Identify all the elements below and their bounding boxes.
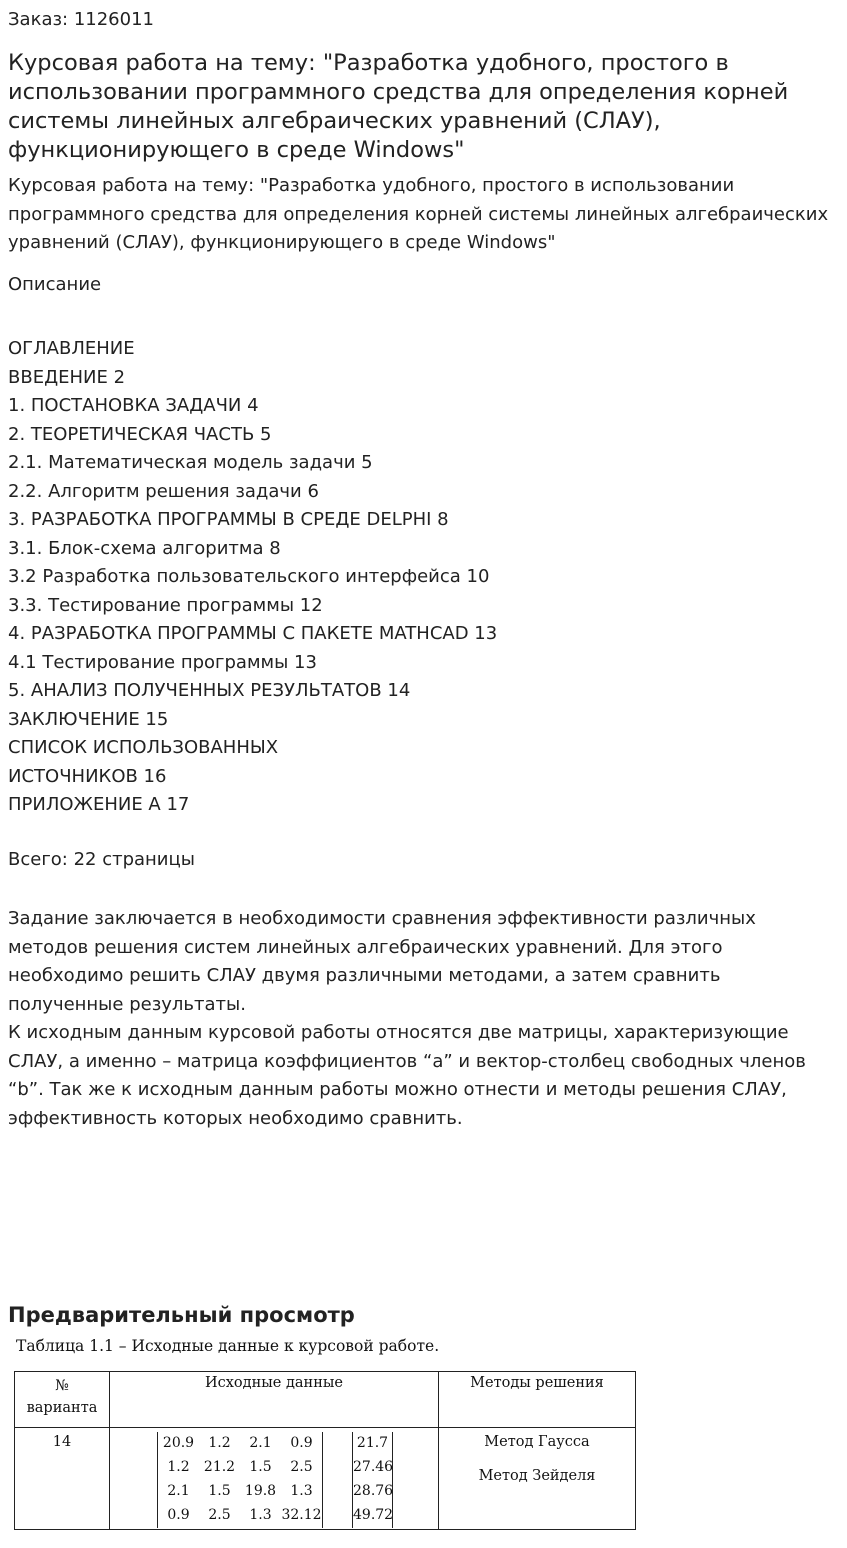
matrix-row <box>158 1456 322 1480</box>
data-cell <box>110 1428 439 1530</box>
toc-item: 4. РАЗРАБОТКА ПРОГРАММЫ С ПАКЕТЕ MATHCAD 13 <box>8 623 498 644</box>
table-caption: Таблица 1.1 – Исходные данные к курсовой работе. <box>16 1337 440 1355</box>
toc-item: ОГЛАВЛЕНИЕ <box>8 338 135 359</box>
table-header-row <box>15 1372 636 1428</box>
matrix-row <box>158 1504 322 1528</box>
matrix-cell: 1.5 <box>249 1459 272 1475</box>
matrix-cell: 1.3 <box>249 1507 272 1523</box>
header-data: Исходные данные <box>110 1372 439 1428</box>
matrix-cell: 1.5 <box>208 1483 231 1499</box>
vector-cell: 27.46 <box>353 1459 394 1475</box>
toc-item: 1. ПОСТАНОВКА ЗАДАЧИ 4 <box>8 395 259 416</box>
matrix-cell: 0.9 <box>290 1435 313 1451</box>
vector-cell: 28.76 <box>353 1483 394 1499</box>
toc-item: ПРИЛОЖЕНИЕ А 17 <box>8 794 190 815</box>
page-title: Курсовая работа на тему: "Разработка удобного, простого в использовании программного средства для определения корней системы линейных алгебраических уравнений (СЛАУ), функционирующего в среде Windows" <box>8 50 789 163</box>
toc-item: СПИСОК ИСПОЛЬЗОВАННЫХ <box>8 737 279 758</box>
matrix-cell: 2.1 <box>167 1483 190 1499</box>
toc-item: 2.1. Математическая модель задачи 5 <box>8 452 373 473</box>
method-item: Метод Зейделя <box>478 1468 596 1484</box>
preview-heading: Предварительный просмотр <box>8 1303 355 1327</box>
vector-cell: 49.72 <box>353 1507 394 1523</box>
toc-item: 5. АНАЛИЗ ПОЛУЧЕННЫХ РЕЗУЛЬТАТОВ 14 <box>8 680 411 701</box>
page-subtitle: Курсовая работа на тему: "Разработка удобного, простого в использовании программного средства для определения корней системы линейных алгебраических уравнений (СЛАУ), функционирующего в среде Windows" <box>8 175 829 253</box>
matrix-cell: 1.2 <box>167 1459 190 1475</box>
order-number: Заказ: 1126011 <box>8 9 154 30</box>
matrix-cell: 2.5 <box>208 1507 231 1523</box>
matrix-cell: 32.12 <box>281 1507 322 1523</box>
toc-item: 3.1. Блок-схема алгоритма 8 <box>8 537 281 559</box>
methods-cell <box>439 1428 636 1530</box>
toc-item: 3.2 Разработка пользовательского интерфейса 10 <box>8 566 490 587</box>
matrix-cell: 1.3 <box>290 1483 313 1499</box>
matrix-cell: 20.9 <box>162 1435 195 1451</box>
matrix-cell: 19.8 <box>244 1483 277 1499</box>
toc-item: 3. РАЗРАБОТКА ПРОГРАММЫ В СРЕДЕ DELPHI 8 <box>8 509 449 530</box>
matrix-row <box>158 1480 322 1504</box>
table-row <box>15 1428 636 1530</box>
table-of-contents <box>8 335 497 820</box>
toc-item: 4.1 Тестирование программы 13 <box>8 651 317 673</box>
variant-cell: 14 <box>15 1428 110 1530</box>
toc-item: 3.3. Тестирование программы 12 <box>8 594 323 616</box>
toc-item: ВВЕДЕНИЕ 2 <box>8 366 126 388</box>
toc-item: 2. ТЕОРЕТИЧЕСКАЯ ЧАСТЬ 5 <box>8 423 272 445</box>
matrix-cell: 0.9 <box>167 1507 190 1523</box>
method-item: Метод Гаусса <box>484 1434 590 1450</box>
free-terms-vector <box>352 1432 393 1528</box>
matrix-row <box>158 1432 322 1456</box>
toc-item: 2.2. Алгоритм решения задачи 6 <box>8 480 319 502</box>
coefficient-matrix <box>157 1432 323 1528</box>
total-pages: Всего: 22 страницы <box>8 849 195 870</box>
header-variant: № варианта <box>15 1372 110 1428</box>
header-methods: Методы решения <box>439 1372 636 1428</box>
vector-cell: 21.7 <box>356 1435 389 1451</box>
matrix-cell: 2.5 <box>290 1459 313 1475</box>
matrix-cell: 2.1 <box>249 1435 272 1451</box>
source-data-table <box>14 1371 636 1530</box>
toc-item: ЗАКЛЮЧЕНИЕ 15 <box>8 708 169 730</box>
matrix-cell: 1.2 <box>208 1435 231 1451</box>
toc-item: ИСТОЧНИКОВ 16 <box>8 765 167 787</box>
matrix-cell: 21.2 <box>203 1459 236 1475</box>
task-description: Задание заключается в необходимости сравнения эффективности различных методов решения систем линейных алгебраических уравнений. Для этого необходимо решить СЛАУ двумя различными методами, а затем сравнить полученные результаты. К исходным данным курсовой работы относятся две матрицы, характеризующие СЛАУ, а именно – матрица коэффициентов “a” и вектор-столбец свободных членов “b”. Так же к исходным данным работы можно отнести и методы решения СЛАУ, эффективность которых необходимо сравнить. <box>8 908 806 1129</box>
description-label: Описание <box>8 274 102 295</box>
